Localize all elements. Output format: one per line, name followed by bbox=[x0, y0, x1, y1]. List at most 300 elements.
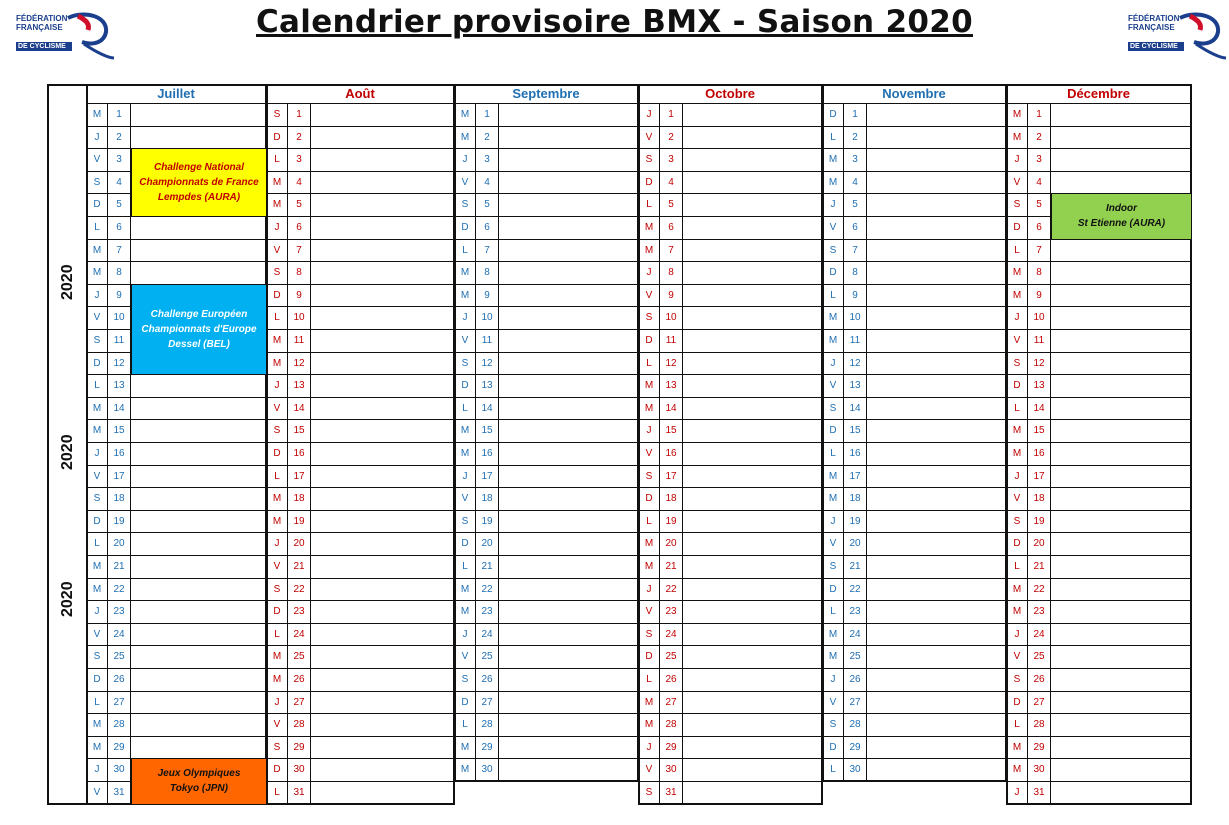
weekday-letter: S bbox=[829, 719, 837, 731]
day-number: 23 bbox=[1033, 606, 1045, 618]
weekday-letter: M bbox=[828, 312, 838, 324]
day-number: 15 bbox=[481, 425, 493, 437]
day-number: 17 bbox=[113, 470, 125, 482]
weekday-letter: V bbox=[273, 402, 281, 414]
day-number: 7 bbox=[852, 244, 858, 256]
weekday-letter: V bbox=[1013, 651, 1021, 663]
weekday-letter: S bbox=[273, 109, 281, 120]
day-number: 25 bbox=[1033, 651, 1045, 663]
month-header: Octobre bbox=[705, 86, 755, 101]
day-number: 12 bbox=[481, 357, 493, 369]
day-number: 2 bbox=[668, 131, 674, 143]
day-number: 30 bbox=[849, 764, 861, 776]
weekday-letter: M bbox=[644, 719, 654, 731]
day-number: 28 bbox=[113, 719, 125, 731]
weekday-letter: M bbox=[460, 267, 470, 279]
day-number: 16 bbox=[849, 448, 861, 459]
day-number: 15 bbox=[113, 425, 125, 437]
day-number: 28 bbox=[481, 719, 493, 731]
day-number: 26 bbox=[293, 674, 305, 685]
day-number: 11 bbox=[293, 335, 305, 346]
weekday-letter: S bbox=[273, 425, 281, 437]
weekday-letter: J bbox=[1014, 628, 1020, 640]
weekday-letter: M bbox=[92, 741, 102, 753]
day-number: 18 bbox=[665, 493, 677, 505]
weekday-letter: L bbox=[830, 606, 836, 618]
weekday-letter: V bbox=[461, 176, 469, 188]
day-number: 26 bbox=[113, 674, 125, 685]
weekday-letter: L bbox=[646, 515, 652, 527]
weekday-letter: M bbox=[460, 131, 470, 143]
weekday-letter: L bbox=[462, 719, 468, 731]
weekday-letter: J bbox=[462, 312, 468, 324]
day-number: 2 bbox=[1036, 131, 1042, 143]
weekday-letter: L bbox=[1014, 402, 1020, 414]
weekday-letter: V bbox=[645, 289, 653, 301]
weekday-letter: D bbox=[461, 696, 469, 708]
weekday-letter: M bbox=[92, 425, 102, 437]
day-number: 6 bbox=[1036, 222, 1042, 233]
weekday-letter: J bbox=[94, 289, 100, 301]
logo-line1: FÉDÉRATION bbox=[1128, 14, 1180, 23]
weekday-letter: M bbox=[1012, 267, 1022, 279]
weekday-letter: M bbox=[272, 357, 282, 369]
day-number: 19 bbox=[481, 515, 493, 527]
weekday-letter: D bbox=[829, 109, 837, 120]
day-number: 18 bbox=[481, 493, 493, 505]
day-number: 2 bbox=[116, 131, 122, 143]
weekday-letter: J bbox=[462, 628, 468, 640]
weekday-letter: M bbox=[1012, 741, 1022, 753]
day-number: 5 bbox=[668, 199, 674, 211]
day-number: 19 bbox=[113, 515, 125, 527]
day-number: 24 bbox=[293, 628, 305, 640]
day-number: 13 bbox=[849, 380, 861, 392]
day-number: 11 bbox=[1033, 335, 1045, 346]
weekday-letter: J bbox=[830, 357, 836, 369]
day-number: 8 bbox=[668, 267, 674, 279]
day-number: 26 bbox=[1033, 674, 1045, 685]
weekday-letter: M bbox=[828, 335, 838, 346]
weekday-letter: M bbox=[92, 267, 102, 279]
weekday-letter: S bbox=[461, 357, 469, 369]
event-text-line: Championnats d'Europe bbox=[141, 323, 257, 335]
weekday-letter: J bbox=[94, 764, 100, 776]
day-number: 2 bbox=[484, 131, 490, 143]
day-number: 25 bbox=[665, 651, 677, 663]
weekday-letter: M bbox=[1012, 425, 1022, 437]
weekday-letter: L bbox=[94, 696, 100, 708]
weekday-letter: S bbox=[273, 741, 281, 753]
weekday-letter: L bbox=[274, 787, 280, 798]
day-number: 27 bbox=[1033, 696, 1045, 708]
day-number: 9 bbox=[852, 289, 858, 301]
weekday-letter: J bbox=[1014, 154, 1020, 166]
day-number: 6 bbox=[852, 222, 858, 233]
day-number: 8 bbox=[852, 267, 858, 279]
event-text-line: Challenge Européen bbox=[150, 308, 248, 320]
day-number: 30 bbox=[481, 764, 493, 776]
weekday-letter: J bbox=[274, 380, 280, 392]
month-header: Juillet bbox=[157, 86, 195, 101]
day-number: 13 bbox=[1033, 380, 1045, 392]
day-number: 19 bbox=[849, 515, 861, 527]
weekday-letter: J bbox=[274, 538, 280, 550]
weekday-letter: L bbox=[94, 222, 100, 233]
day-number: 20 bbox=[481, 538, 493, 550]
day-number: 3 bbox=[296, 154, 302, 166]
year-label: 2020 bbox=[59, 434, 76, 470]
weekday-letter: J bbox=[830, 674, 836, 685]
weekday-letter: S bbox=[645, 628, 653, 640]
day-number: 6 bbox=[668, 222, 674, 233]
day-number: 7 bbox=[1036, 244, 1042, 256]
weekday-letter: D bbox=[1013, 222, 1021, 233]
weekday-letter: D bbox=[1013, 380, 1021, 392]
day-number: 8 bbox=[1036, 267, 1042, 279]
weekday-letter: L bbox=[274, 470, 280, 482]
day-number: 19 bbox=[1033, 515, 1045, 527]
weekday-letter: S bbox=[829, 244, 837, 256]
day-number: 6 bbox=[116, 222, 122, 233]
day-number: 26 bbox=[665, 674, 677, 685]
weekday-letter: S bbox=[645, 312, 653, 324]
weekday-letter: M bbox=[828, 470, 838, 482]
day-number: 16 bbox=[665, 448, 677, 459]
day-number: 14 bbox=[481, 402, 493, 414]
weekday-letter: S bbox=[273, 267, 281, 279]
weekday-letter: J bbox=[462, 154, 468, 166]
day-number: 2 bbox=[296, 131, 302, 143]
weekday-letter: D bbox=[273, 131, 281, 143]
weekday-letter: M bbox=[460, 764, 470, 776]
weekday-letter: L bbox=[274, 154, 280, 166]
day-number: 31 bbox=[113, 787, 125, 798]
day-number: 25 bbox=[293, 651, 305, 663]
weekday-letter: L bbox=[94, 380, 100, 392]
weekday-letter: J bbox=[646, 583, 652, 595]
weekday-letter: D bbox=[273, 448, 281, 459]
day-number: 15 bbox=[293, 425, 305, 437]
day-number: 23 bbox=[849, 606, 861, 618]
weekday-letter: L bbox=[646, 357, 652, 369]
day-number: 31 bbox=[665, 787, 677, 798]
weekday-letter: L bbox=[274, 628, 280, 640]
day-number: 4 bbox=[668, 176, 674, 188]
weekday-letter: M bbox=[92, 583, 102, 595]
day-number: 22 bbox=[665, 583, 677, 595]
day-number: 24 bbox=[113, 628, 125, 640]
month-header: Août bbox=[345, 86, 375, 101]
weekday-letter: S bbox=[829, 561, 837, 572]
weekday-letter: D bbox=[461, 538, 469, 550]
day-number: 9 bbox=[668, 289, 674, 301]
weekday-letter: M bbox=[1012, 448, 1022, 459]
day-number: 1 bbox=[852, 109, 858, 120]
day-number: 10 bbox=[481, 312, 493, 324]
weekday-letter: V bbox=[461, 335, 469, 346]
day-number: 18 bbox=[1033, 493, 1045, 505]
event-block[interactable] bbox=[131, 284, 267, 375]
day-number: 24 bbox=[849, 628, 861, 640]
weekday-letter: L bbox=[462, 244, 468, 256]
day-number: 20 bbox=[665, 538, 677, 550]
weekday-letter: M bbox=[460, 425, 470, 437]
weekday-letter: V bbox=[93, 628, 101, 640]
weekday-letter: S bbox=[461, 674, 469, 685]
day-number: 4 bbox=[484, 176, 490, 188]
weekday-letter: M bbox=[1012, 583, 1022, 595]
weekday-letter: S bbox=[93, 651, 101, 663]
weekday-letter: M bbox=[1012, 109, 1022, 120]
weekday-letter: L bbox=[830, 764, 836, 776]
day-number: 10 bbox=[849, 312, 861, 324]
weekday-letter: V bbox=[829, 380, 837, 392]
weekday-letter: V bbox=[93, 154, 101, 166]
weekday-letter: M bbox=[92, 561, 102, 572]
event-text-line: St Etienne (AURA) bbox=[1077, 218, 1166, 230]
weekday-letter: M bbox=[644, 402, 654, 414]
day-number: 9 bbox=[1036, 289, 1042, 301]
day-number: 15 bbox=[849, 425, 861, 437]
day-number: 30 bbox=[293, 764, 305, 776]
day-number: 27 bbox=[113, 696, 125, 708]
day-number: 21 bbox=[293, 561, 305, 572]
weekday-letter: M bbox=[92, 719, 102, 731]
day-number: 4 bbox=[1036, 176, 1042, 188]
day-number: 29 bbox=[481, 741, 493, 753]
weekday-letter: M bbox=[460, 289, 470, 301]
weekday-letter: L bbox=[94, 538, 100, 550]
day-number: 12 bbox=[849, 357, 861, 369]
day-number: 21 bbox=[481, 561, 493, 572]
weekday-letter: J bbox=[830, 515, 836, 527]
event-text-line: Tokyo (JPN) bbox=[170, 783, 228, 795]
day-number: 31 bbox=[1033, 787, 1045, 798]
weekday-letter: S bbox=[645, 470, 653, 482]
day-number: 10 bbox=[1033, 312, 1045, 324]
day-number: 17 bbox=[293, 470, 305, 482]
day-number: 28 bbox=[665, 719, 677, 731]
day-number: 29 bbox=[1033, 741, 1045, 753]
day-number: 27 bbox=[481, 696, 493, 708]
day-number: 8 bbox=[484, 267, 490, 279]
day-number: 3 bbox=[668, 154, 674, 166]
weekday-letter: S bbox=[461, 199, 469, 211]
day-number: 17 bbox=[849, 470, 861, 482]
weekday-letter: M bbox=[272, 199, 282, 211]
day-number: 23 bbox=[481, 606, 493, 618]
day-number: 30 bbox=[665, 764, 677, 776]
weekday-letter: D bbox=[645, 176, 653, 188]
weekday-letter: V bbox=[1013, 335, 1021, 346]
day-number: 17 bbox=[1033, 470, 1045, 482]
weekday-letter: J bbox=[646, 267, 652, 279]
day-number: 14 bbox=[113, 402, 125, 414]
weekday-letter: M bbox=[1012, 606, 1022, 618]
weekday-letter: V bbox=[273, 561, 281, 572]
weekday-letter: M bbox=[828, 493, 838, 505]
day-number: 18 bbox=[293, 493, 305, 505]
day-number: 20 bbox=[1033, 538, 1045, 550]
logo-line2: FRANÇAISE bbox=[1128, 23, 1175, 32]
weekday-letter: V bbox=[645, 764, 653, 776]
event-block[interactable] bbox=[1051, 193, 1192, 239]
logo-band: DE CYCLISME bbox=[1128, 42, 1184, 51]
weekday-letter: V bbox=[1013, 493, 1021, 505]
day-number: 25 bbox=[113, 651, 125, 663]
weekday-letter: V bbox=[829, 696, 837, 708]
weekday-letter: S bbox=[645, 154, 653, 166]
weekday-letter: J bbox=[646, 741, 652, 753]
day-number: 29 bbox=[113, 741, 125, 753]
weekday-letter: V bbox=[93, 312, 101, 324]
event-block[interactable] bbox=[131, 758, 267, 804]
weekday-letter: D bbox=[829, 583, 837, 595]
day-number: 16 bbox=[481, 448, 493, 459]
weekday-letter: S bbox=[93, 176, 101, 188]
weekday-letter: M bbox=[644, 561, 654, 572]
weekday-letter: V bbox=[93, 470, 101, 482]
weekday-letter: J bbox=[274, 696, 280, 708]
day-number: 28 bbox=[1033, 719, 1045, 731]
weekday-letter: V bbox=[645, 131, 653, 143]
year-label: 2020 bbox=[59, 581, 76, 617]
weekday-letter: D bbox=[273, 606, 281, 618]
day-number: 16 bbox=[293, 448, 305, 459]
day-number: 21 bbox=[113, 561, 125, 572]
weekday-letter: S bbox=[1013, 515, 1021, 527]
weekday-letter: M bbox=[460, 109, 470, 120]
day-number: 1 bbox=[116, 109, 122, 120]
day-number: 1 bbox=[296, 109, 302, 120]
day-number: 4 bbox=[296, 176, 302, 188]
month-header: Décembre bbox=[1067, 86, 1130, 101]
weekday-letter: L bbox=[274, 312, 280, 324]
weekday-letter: V bbox=[645, 448, 653, 459]
weekday-letter: L bbox=[830, 289, 836, 301]
weekday-letter: M bbox=[272, 335, 282, 346]
day-number: 9 bbox=[116, 289, 122, 301]
day-number: 13 bbox=[113, 380, 125, 392]
day-number: 5 bbox=[296, 199, 302, 211]
weekday-letter: S bbox=[461, 515, 469, 527]
day-number: 22 bbox=[849, 583, 861, 595]
weekday-letter: M bbox=[644, 538, 654, 550]
day-number: 1 bbox=[1036, 109, 1042, 120]
weekday-letter: D bbox=[461, 380, 469, 392]
weekday-letter: D bbox=[829, 741, 837, 753]
day-number: 17 bbox=[481, 470, 493, 482]
weekday-letter: J bbox=[1014, 787, 1020, 798]
weekday-letter: J bbox=[1014, 470, 1020, 482]
page-title: Calendrier provisoire BMX - Saison 2020 bbox=[256, 4, 973, 40]
weekday-letter: J bbox=[646, 425, 652, 437]
day-number: 16 bbox=[113, 448, 125, 459]
weekday-letter: S bbox=[645, 787, 653, 798]
day-number: 20 bbox=[849, 538, 861, 550]
weekday-letter: L bbox=[462, 561, 468, 572]
weekday-letter: V bbox=[1013, 176, 1021, 188]
day-number: 11 bbox=[481, 335, 493, 346]
day-number: 5 bbox=[484, 199, 490, 211]
weekday-letter: D bbox=[93, 515, 101, 527]
day-number: 7 bbox=[668, 244, 674, 256]
weekday-letter: J bbox=[274, 222, 280, 233]
day-number: 29 bbox=[293, 741, 305, 753]
weekday-letter: V bbox=[461, 493, 469, 505]
day-number: 29 bbox=[849, 741, 861, 753]
weekday-letter: V bbox=[273, 719, 281, 731]
day-number: 22 bbox=[1033, 583, 1045, 595]
day-number: 3 bbox=[116, 154, 122, 166]
weekday-letter: D bbox=[93, 199, 101, 211]
weekday-letter: V bbox=[829, 222, 837, 233]
day-number: 18 bbox=[113, 493, 125, 505]
weekday-letter: M bbox=[828, 651, 838, 663]
event-text-line: Indoor bbox=[1105, 203, 1138, 215]
day-number: 21 bbox=[665, 561, 677, 572]
weekday-letter: V bbox=[829, 538, 837, 550]
event-text-line: Dessel (BEL) bbox=[168, 338, 230, 350]
day-number: 28 bbox=[293, 719, 305, 731]
weekday-letter: M bbox=[644, 696, 654, 708]
day-number: 3 bbox=[484, 154, 490, 166]
event-block[interactable] bbox=[131, 148, 267, 217]
day-number: 31 bbox=[293, 787, 305, 798]
month-header: Septembre bbox=[512, 86, 580, 101]
weekday-letter: M bbox=[460, 741, 470, 753]
day-number: 14 bbox=[665, 402, 677, 414]
day-number: 9 bbox=[296, 289, 302, 301]
weekday-letter: L bbox=[646, 199, 652, 211]
day-number: 22 bbox=[293, 583, 305, 595]
weekday-letter: J bbox=[94, 448, 100, 459]
weekday-letter: M bbox=[460, 583, 470, 595]
day-number: 19 bbox=[293, 515, 305, 527]
day-number: 19 bbox=[665, 515, 677, 527]
weekday-letter: M bbox=[644, 222, 654, 233]
day-number: 5 bbox=[1036, 199, 1042, 211]
weekday-letter: S bbox=[93, 335, 101, 346]
weekday-letter: D bbox=[93, 674, 101, 685]
weekday-letter: L bbox=[830, 448, 836, 459]
weekday-letter: J bbox=[94, 606, 100, 618]
month-header: Novembre bbox=[882, 86, 946, 101]
day-number: 13 bbox=[293, 380, 305, 392]
day-number: 16 bbox=[1033, 448, 1045, 459]
weekday-letter: L bbox=[1014, 719, 1020, 731]
day-number: 11 bbox=[665, 335, 677, 346]
weekday-letter: M bbox=[828, 154, 838, 166]
day-number: 20 bbox=[293, 538, 305, 550]
day-number: 8 bbox=[296, 267, 302, 279]
day-number: 21 bbox=[1033, 561, 1045, 572]
weekday-letter: D bbox=[829, 425, 837, 437]
day-number: 5 bbox=[116, 199, 122, 211]
weekday-letter: D bbox=[273, 289, 281, 301]
weekday-letter: D bbox=[273, 764, 281, 776]
day-number: 6 bbox=[484, 222, 490, 233]
day-number: 15 bbox=[1033, 425, 1045, 437]
day-number: 20 bbox=[113, 538, 125, 550]
day-number: 15 bbox=[665, 425, 677, 437]
day-number: 4 bbox=[116, 176, 122, 188]
day-number: 11 bbox=[849, 335, 861, 346]
day-number: 11 bbox=[113, 335, 125, 346]
weekday-letter: S bbox=[1013, 199, 1021, 211]
day-number: 26 bbox=[849, 674, 861, 685]
